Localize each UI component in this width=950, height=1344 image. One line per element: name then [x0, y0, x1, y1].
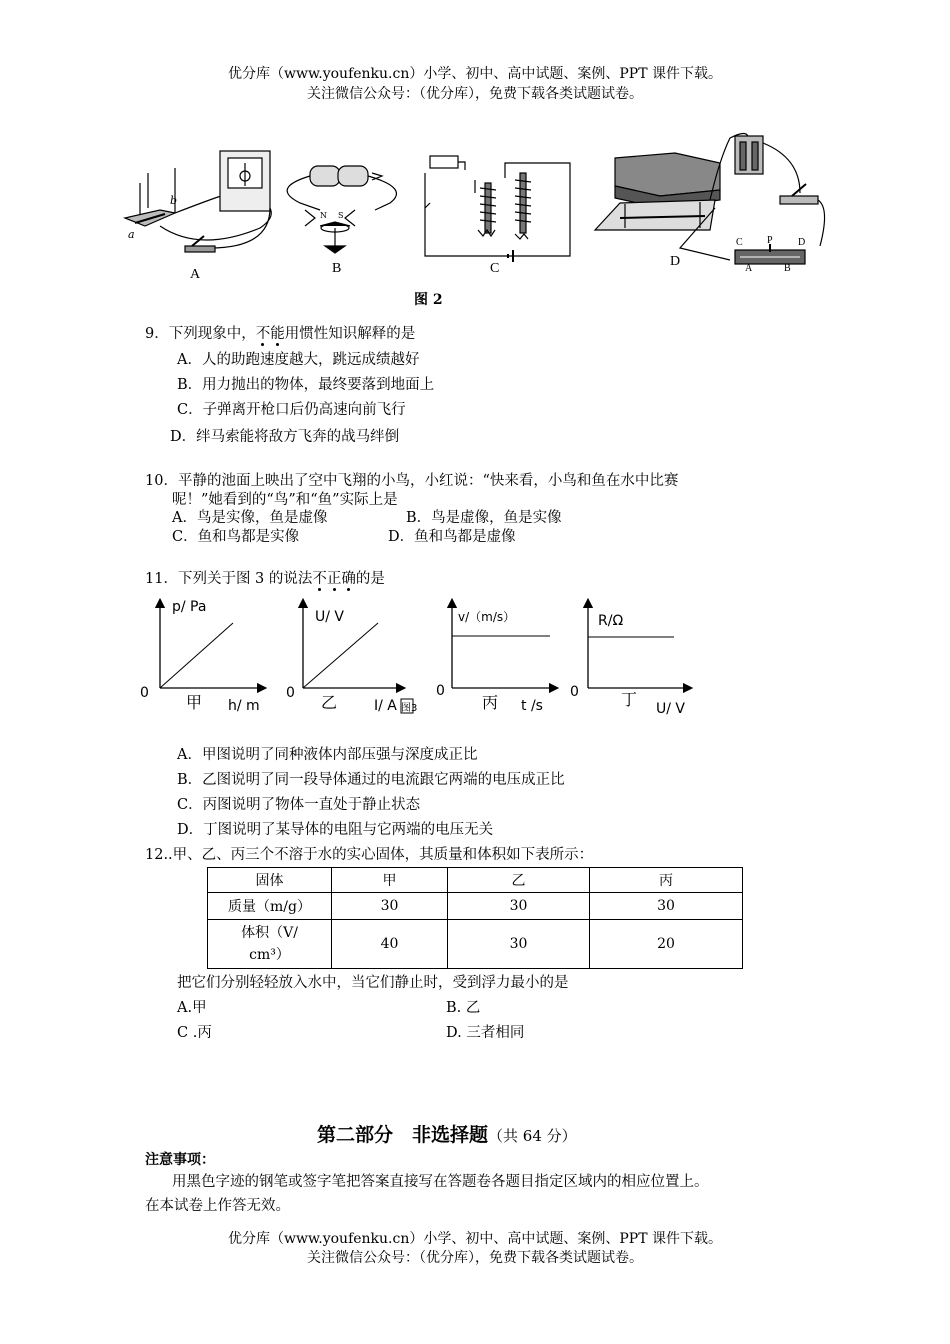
q12-option-b: B. 乙 [446, 1000, 481, 1016]
q12-stem: 12..甲、乙、丙三个不溶于水的实心固体，其质量和体积如下表所示： [145, 847, 594, 863]
q9-option-d: D．绊马索能将敌方飞奔的战马绊倒 [170, 429, 400, 445]
q12-volume-label-2: cm³） [249, 947, 290, 963]
q10-stem-line2: 呢！”她看到的“鸟”和“鱼”实际上是 [172, 492, 398, 508]
graph-jia-origin: 0 [140, 685, 149, 701]
q12-question: 把它们分别轻轻放入水中，当它们静止时，受到浮力最小的是 [177, 975, 569, 991]
q12-mass-yi: 30 [448, 893, 590, 920]
fig-label-small-b2: B [784, 263, 791, 274]
fig-label-small-a2: A [745, 263, 753, 274]
graph-ding-xlabel: U/ V [656, 701, 685, 717]
q12-th-solid: 固体 [208, 868, 332, 893]
q12-volume-label [208, 920, 332, 969]
graph-jia-name: 甲 [186, 693, 203, 712]
page-header-line1: 优分库（www.youfenku.cn）小学、初中、高中试题、案例、PPT 课件下载。 [227, 66, 722, 82]
page-footer-line1: 优分库（www.youfenku.cn）小学、初中、高中试题、案例、PPT 课件下载。 [227, 1231, 722, 1247]
graph-ding-ylabel: R/Ω [598, 613, 624, 629]
q10-option-a: A．鸟是实像，鱼是虚像 [172, 510, 328, 526]
q12-volume-jia: 40 [332, 920, 448, 969]
graph-jia-line [160, 623, 233, 688]
graph-ding-name: 丁 [621, 690, 638, 709]
q12-table [207, 867, 743, 969]
part2-title: 第二部分 非选择题 [317, 1124, 489, 1146]
figure-2-caption: 图 2 [414, 292, 443, 308]
fig-label-small-s: S [338, 211, 344, 220]
fig2-label-b: B [332, 261, 342, 276]
q11-option-c: C．丙图说明了物体一直处于静止状态 [177, 797, 421, 813]
q9-stem [145, 324, 415, 344]
q12-mass-bing: 30 [590, 893, 743, 920]
graph-yi-line [303, 623, 378, 688]
q11-option-b: B．乙图说明了同一段导体通过的电流跟它两端的电压成正比 [177, 772, 565, 788]
graph-jia-xlabel: h/ m [228, 698, 260, 714]
graph-fig3-label: 图3 [401, 703, 418, 714]
q11-stem-pre: 11．下列关于图 3 的说法 [145, 571, 313, 587]
q10-stem-line1: 10．平静的池面上映出了空中飞翔的小鸟，小红说：“快来看，小鸟和鱼在水中比赛 [145, 473, 679, 489]
q10-option-c: C．鱼和鸟都是实像 [172, 529, 300, 545]
q12-option-d: D. 三者相同 [446, 1025, 525, 1041]
fig-label-small-d: D [798, 237, 806, 248]
q9-stem-post: 用惯性知识解释的是 [284, 326, 416, 342]
q10-option-b: B．鸟是虚像，鱼是实像 [406, 510, 562, 526]
q9-number: 9． [145, 326, 169, 342]
fig-label-small-p: P [767, 235, 773, 246]
q12-volume-bing: 20 [590, 920, 743, 969]
fig-label-small-n: N [320, 211, 327, 220]
apparatus-a [125, 151, 271, 252]
q12-option-c: C .丙 [177, 1025, 212, 1041]
q12-table-mass-row [208, 893, 743, 920]
q12-th-jia: 甲 [332, 868, 448, 893]
graph-bing-origin: 0 [436, 683, 445, 699]
graph-jia-ylabel: p/ Pa [172, 599, 207, 615]
q11-emph-1: 不 [312, 571, 327, 587]
fig2-label-a: A [190, 267, 201, 282]
apparatus-b [287, 166, 396, 253]
q11-emph-3: 确 [341, 571, 356, 587]
graph-yi-xlabel: I/ A [374, 698, 397, 714]
q11-emph-2: 正 [326, 571, 342, 587]
q11-option-d: D．丁图说明了某导体的电阻与它两端的电压无关 [177, 822, 494, 838]
graph-yi-name: 乙 [321, 693, 338, 712]
graph-yi-ylabel: U/ V [315, 609, 344, 625]
figure-2-apparatus [120, 118, 840, 288]
graph-bing-xlabel: t /s [521, 698, 543, 714]
graph-ding [566, 595, 696, 720]
graph-yi-origin: 0 [286, 685, 295, 701]
q11-option-a: A．甲图说明了同种液体内部压强与深度成正比 [177, 747, 478, 763]
q11-stem [145, 569, 385, 589]
notice-line2: 在本试卷上作答无效。 [145, 1198, 290, 1214]
apparatus-c [425, 156, 570, 262]
q12-mass-label: 质量（m/g） [208, 893, 332, 920]
q10-option-d: D．鱼和鸟都是虚像 [388, 529, 516, 545]
page-header-line2: 关注微信公众号：（优分库），免费下载各类试题试卷。 [307, 86, 643, 102]
graph-bing [432, 595, 562, 720]
q9-option-c: C．子弹离开枪口后仍高速向前飞行 [177, 402, 406, 418]
q9-emph-2: 能 [270, 326, 285, 342]
q12-th-bing: 丙 [590, 868, 743, 893]
graph-ding-origin: 0 [570, 684, 579, 700]
notice-title: 注意事项： [145, 1152, 215, 1168]
q9-stem-pre: 下列现象中， [168, 326, 256, 342]
graph-jia [140, 595, 280, 720]
q9-option-a: A．人的助跑速度越大，跳远成绩越好 [177, 352, 420, 368]
graph-bing-ylabel: v/（m/s） [458, 610, 516, 624]
graph-yi [283, 595, 433, 720]
q9-option-b: B．用力抛出的物体，最终要落到地面上 [177, 377, 435, 393]
fig-label-small-c: C [736, 237, 743, 248]
notice-line1: 用黑色字迹的钢笔或签字笔把答案直接写在答题卷各题目指定区域内的相应位置上。 [172, 1174, 709, 1190]
fig-label-small-a: a [128, 228, 135, 241]
graph-bing-name: 丙 [482, 693, 499, 712]
fig2-label-c: C [490, 261, 500, 276]
q12-table-header-row [208, 868, 743, 893]
apparatus-d [595, 134, 825, 265]
part2-heading [317, 1120, 577, 1147]
q12-volume-label-1: 体积（V/ [241, 925, 298, 941]
fig2-label-d: D [670, 254, 681, 269]
q12-option-a: A.甲 [177, 1000, 207, 1016]
q12-table-volume-row [208, 920, 743, 969]
q12-th-yi: 乙 [448, 868, 590, 893]
q12-mass-jia: 30 [332, 893, 448, 920]
part2-points: （共 64 分） [488, 1127, 577, 1145]
page-footer-line2: 关注微信公众号：（优分库），免费下载各类试题试卷。 [307, 1250, 643, 1266]
q12-volume-yi: 30 [448, 920, 590, 969]
q9-emph-1: 不 [255, 326, 271, 342]
fig-label-small-b: b [170, 194, 178, 207]
q11-stem-post: 的是 [355, 571, 385, 587]
